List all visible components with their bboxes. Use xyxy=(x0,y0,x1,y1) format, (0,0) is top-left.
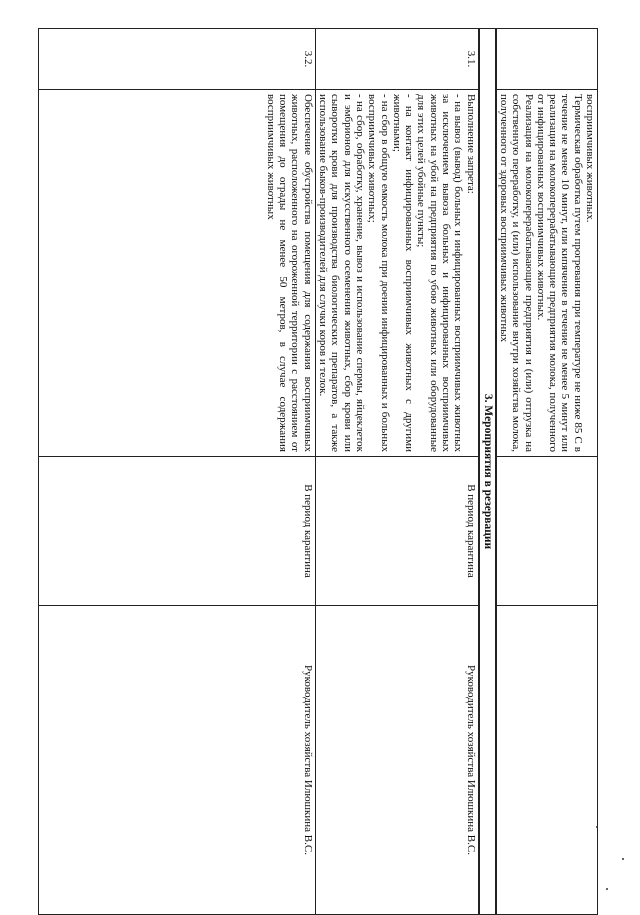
measure-paragraph: Реализация на молокоперерабатывающие предприятия и (или) отгрузка на собственную переработку, и (или) использование внутри хозяйства молока, полученного от здоровых восприимчивых животных xyxy=(497,94,535,452)
scan-speck xyxy=(606,888,608,890)
cell-period-empty xyxy=(496,457,598,606)
cell-responsible: Руководитель хозяйства Илюшкина В.С. xyxy=(39,606,316,915)
table-row-3-1 xyxy=(315,29,478,915)
measure-paragraph: - на вывоз (вывод) больных и инфицированных восприимчивых животных за исключением вывоза больных и инфицированных восприимчивых животных на убой на предприятия по убою животных или оборудованные для этих целей убойные пункты; xyxy=(415,94,465,452)
measure-paragraph: Выполнение запрета: xyxy=(464,94,477,194)
table-row-3-2 xyxy=(39,29,316,915)
cell-number: 3.2. xyxy=(39,29,316,90)
measure-paragraph: восприимчивых животных. xyxy=(584,94,596,223)
cell-number-empty xyxy=(496,29,598,90)
cell-responsible-empty xyxy=(496,606,598,915)
cell-measure-text xyxy=(39,90,316,457)
cell-measure-text xyxy=(496,90,598,457)
measure-paragraph: - на контакт инфицированных восприимчивых животных с другими животными; xyxy=(390,94,416,452)
scan-speck xyxy=(596,826,598,828)
measure-paragraph: - на сбор, обработку, хранение, вывоз и использование спермы, яйцеклеток и эмбрионов для искусственного осеменения животных, сбор крови или сыворотки крови для производства биологических препаратов, а также использование быков-производителей для случки коров и телок. xyxy=(317,94,366,452)
cell-responsible: Руководитель хозяйства Илюшкина В.С. xyxy=(315,606,478,915)
measure-paragraph: Термическая обработка путем прогревания при температуре не ниже 85 С в течение не менее 10 минут, или кипячение в течение не менее 5 минут или реализация на молокоперерабатывающие предприятия молока, полученного от инфицированных восприимчивых животных. xyxy=(534,94,584,452)
cell-number: 3.1. xyxy=(315,29,478,90)
rotated-table-sheet xyxy=(38,28,598,878)
section-title: 3. Мероприятия в резервации xyxy=(479,29,496,915)
cell-period: В период карантина xyxy=(39,457,316,606)
scan-speck xyxy=(622,858,624,860)
table-row-section xyxy=(479,29,496,915)
cell-period: В период карантина xyxy=(315,457,478,606)
measure-paragraph: - на сбор в общую емкость молока при доении инфицированных и больных восприимчивых животных; xyxy=(366,94,391,452)
cell-measure-text xyxy=(315,90,478,457)
measure-paragraph: Обеспечение обустройства помещения для содержания восприимчивых животных, расположенного на огороженной территории с расстоянием от помещения до ограды не менее 50 метров, в случае содержания восприимчивых животных xyxy=(264,94,314,452)
table-row-continuation xyxy=(496,29,598,915)
measures-table xyxy=(38,28,598,915)
